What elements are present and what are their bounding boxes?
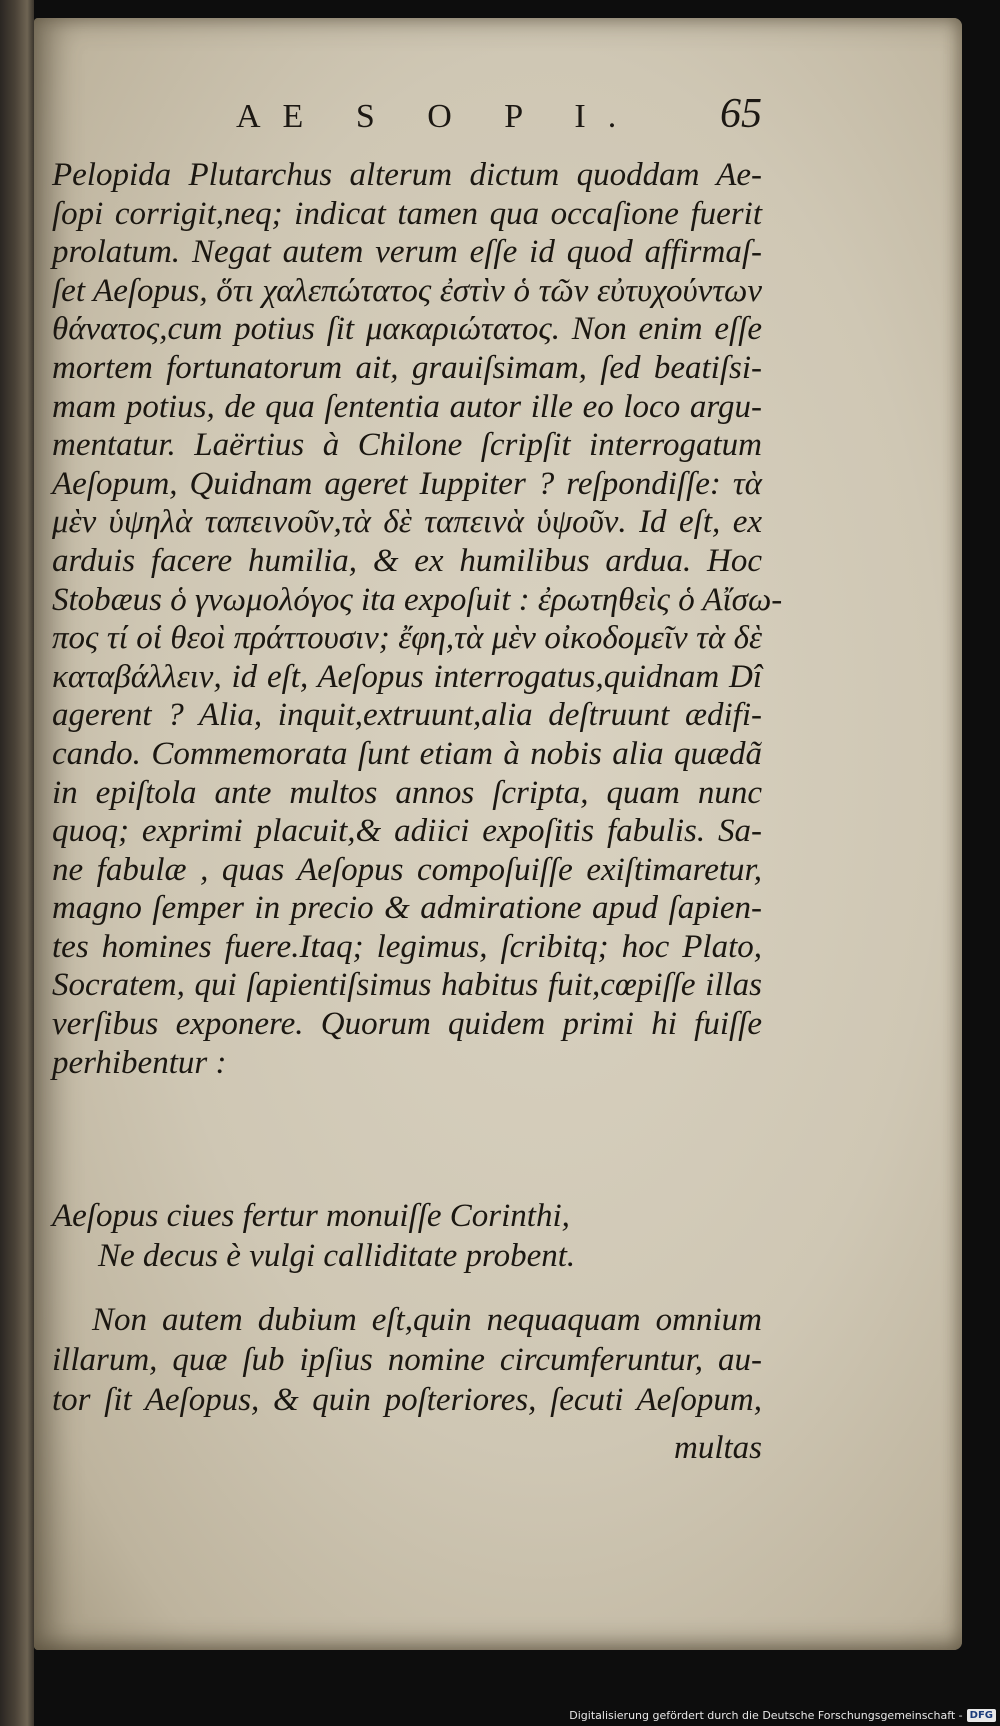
verse-line-2: Ne decus è vulgi calliditate probent. — [98, 1238, 576, 1274]
digitization-footer — [569, 1709, 996, 1722]
text-line: καταβάλλειν, id eſt, Aeſopus interrogatus,quidnam Dî — [52, 658, 762, 695]
text-line: Stobæus ὁ γνωμολόγος ita expoſuit : ἐρωτηθεὶς ὁ Αἴσω- — [52, 581, 783, 618]
text-line: cando. Commemorata ſunt etiam à nobis alia quædã — [52, 735, 762, 772]
text-line: arduis facere humilia, & ex humilibus ardua. Hoc — [52, 542, 762, 579]
body-text — [52, 156, 783, 1082]
text-line: Pelopida Plutarchus alterum dictum quoddam Ae- — [52, 157, 762, 193]
dfg-logo-icon: DFG — [967, 1709, 996, 1722]
page-number: 65 — [720, 91, 762, 137]
text-line: μὲν ὑψηλὰ ταπεινοῦν,τὰ δὲ ταπεινὰ ὑψοῦν. Id eſt, ex — [52, 504, 762, 541]
page-sheet — [34, 18, 962, 1650]
text-line: perhibentur : — [52, 1044, 227, 1081]
text-line: ſet Aeſopus, ὅτι χαλεπώτατος ἐστὶν ὁ τῶν εὐτυχούντων — [52, 272, 762, 309]
footer-text: Digitalisierung gefördert durch die Deutsche Forschungsgemeinschaft - — [569, 1709, 963, 1722]
running-head: AE S O P I. — [236, 98, 639, 135]
text-line: mortem fortunatorum ait, grauiſsimam, ſed beatiſsi- — [52, 349, 762, 386]
text-line: quoq; exprimi placuit,& adiici expoſitis fabulis. Sa- — [52, 813, 762, 850]
text-line: ne fabulæ , quas Aeſopus compoſuiſſe exiſtimaretur, — [52, 851, 762, 888]
text-line: tor ſit Aeſopus, & quin poſteriores, ſecuti Aeſopum, — [52, 1382, 762, 1418]
text-line: Non autem dubium eſt,quin nequaquam omnium — [92, 1302, 762, 1338]
text-line: in epiſtola ante multos annos ſcripta, quam nunc — [52, 774, 762, 811]
text-line: ſopi corrigit,neq; indicat tamen qua occaſione fuerit — [52, 195, 762, 232]
verse-quotation — [52, 1196, 762, 1276]
page-content — [46, 18, 962, 1650]
book-spine-edge — [0, 0, 34, 1726]
text-line: tes homines fuere.Itaq; legimus, ſcribitq; hoc Plato, — [52, 928, 762, 965]
text-line: mam potius, de qua ſententia autor ille eo loco argu- — [52, 388, 762, 425]
text-line: illarum, quæ ſub ipſius nomine circumferuntur, au- — [52, 1342, 762, 1378]
text-line: prolatum. Negat autem verum eſſe id quod affirmaſ- — [52, 234, 762, 271]
verse-line-1: Aeſopus ciues fertur monuiſſe Corinthi, — [52, 1198, 570, 1234]
text-line: agerent ? Alia, inquit,extruunt,alia deſtruunt ædifi- — [52, 697, 762, 734]
catchword: multas — [673, 1430, 762, 1466]
text-line: Socratem, qui ſapientiſsimus habitus fuit,cœpiſſe illas — [52, 967, 762, 1004]
text-line: magno ſemper in precio & admiratione apud ſapien- — [52, 890, 762, 927]
text-line: verſibus exponere. Quorum quidem primi hi fuiſſe — [52, 1006, 762, 1043]
text-line: Aeſopum, Quidnam ageret Iuppiter ? reſpondiſſe: τὰ — [52, 465, 762, 502]
text-line: mentatur. Laërtius à Chilone ſcripſit interrogatum — [52, 427, 762, 464]
text-line: θάνατος,cum potius ſit μακαριώτατος. Non enim eſſe — [52, 311, 762, 348]
text-line: πος τί οἱ θεοὶ πράττουσιν; ἔφη,τὰ μὲν οἰκοδομεῖν τὰ δὲ — [52, 620, 762, 657]
second-paragraph — [52, 1300, 762, 1420]
